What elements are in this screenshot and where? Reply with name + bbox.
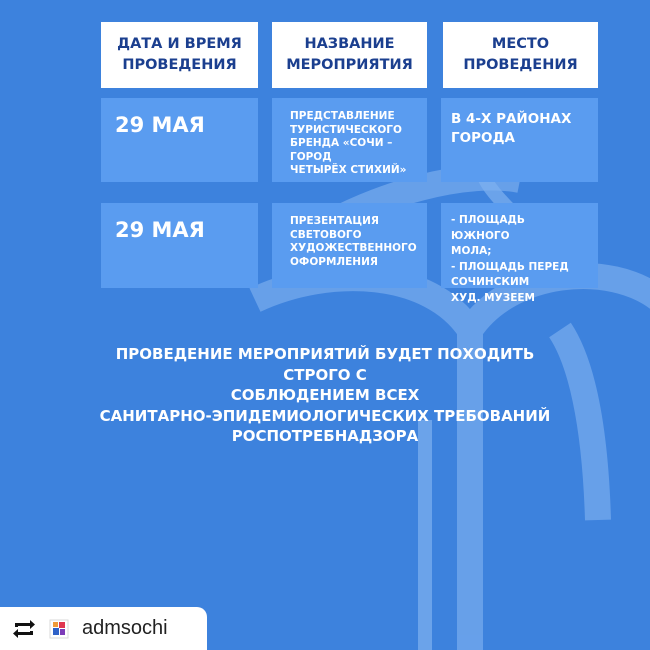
sanitary-requirements-note: ПРОВЕДЕНИЕ МЕРОПРИЯТИЙ БУДЕТ ПОХОДИТЬ СТРОГО С СОБЛЮДЕНИЕМ ВСЕХ САНИТАРНО-ЭПИДЕМИОЛОГИЧЕСКИХ ТРЕБОВАНИЙ РОСПОТРЕБНАДЗОРА — [99, 345, 551, 445]
avatar[interactable] — [48, 618, 70, 640]
account-name[interactable]: admsochi — [82, 617, 168, 639]
repost-bar[interactable] — [0, 607, 207, 650]
row-1-date: 29 МАЯ — [101, 98, 258, 182]
row-2-event: ПРЕЗЕНТАЦИЯ СВЕТОВОГО ХУДОЖЕСТВЕННОГО ОФОРМЛЕНИЯ — [272, 203, 427, 288]
header-event-name: НАЗВАНИЕ МЕРОПРИЯТИЯ — [272, 22, 427, 88]
repost-icon[interactable] — [10, 615, 38, 643]
header-date-time: ДАТА И ВРЕМЯ ПРОВЕДЕНИЯ — [101, 22, 258, 88]
row-1-event: ПРЕДСТАВЛЕНИЕ ТУРИСТИЧЕСКОГО БРЕНДА «СОЧИ – ГОРОД ЧЕТЫРЁХ СТИХИЙ» — [272, 98, 427, 182]
row-2-date: 29 МАЯ — [101, 203, 258, 288]
row-2-venue: - ПЛОЩАДЬ ЮЖНОГО МОЛА; - ПЛОЩАДЬ ПЕРЕД СОЧИНСКИМ ХУД. МУЗЕЕМ — [441, 203, 598, 288]
row-1-venue: В 4-Х РАЙОНАХ ГОРОДА — [441, 98, 598, 182]
header-venue: МЕСТО ПРОВЕДЕНИЯ — [443, 22, 598, 88]
